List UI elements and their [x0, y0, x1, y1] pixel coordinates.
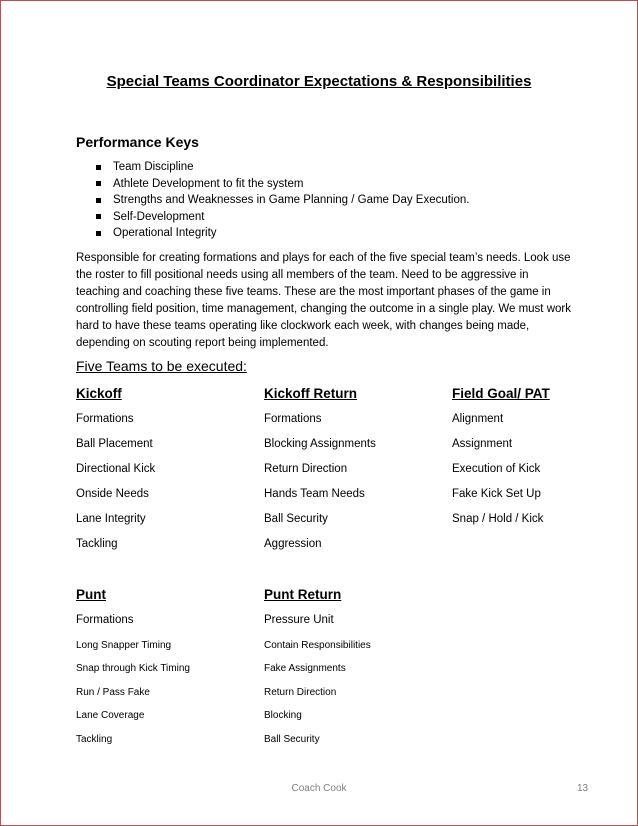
punt-return-item: Ball Security: [264, 734, 320, 745]
performance-keys-list: [96, 159, 469, 242]
kickoff-return-item: Return Direction: [264, 463, 348, 475]
kickoff-return-item: Hands Team Needs: [264, 488, 365, 500]
kickoff-item: Ball Placement: [76, 438, 153, 450]
field-goal-item: Fake Kick Set Up: [452, 488, 541, 500]
punt-return-heading: Punt Return: [264, 587, 342, 602]
kickoff-return-item: Formations: [264, 413, 322, 425]
list-item: Team Discipline: [96, 159, 469, 176]
field-goal-item: Alignment: [452, 413, 504, 425]
punt-item: Tackling: [76, 734, 113, 745]
punt-return-item: Pressure Unit: [264, 614, 334, 626]
field-goal-item: Assignment: [452, 438, 513, 450]
field-goal-item: Execution of Kick: [452, 463, 541, 475]
performance-keys-heading: Performance Keys: [76, 134, 199, 150]
punt-return-item: Return Direction: [264, 687, 337, 698]
kickoff-return-item: Ball Security: [264, 513, 328, 525]
field-goal-heading: Field Goal/ PAT: [452, 386, 550, 401]
footer-author: Coach Cook: [291, 783, 347, 794]
punt-item: Snap through Kick Timing: [76, 663, 190, 674]
responsibility-paragraph: Responsible for creating formations and plays for each of the five special team’s needs. Look use the roster to fill positional needs using all members of the team. Need to be aggressive in teaching and coaching these five teams. These are the most important phases of the game in controlling field position, time management, changing the outcome in a single play. We must work hard to have these teams operating like clockwork each week, with changes being made, depending on scouting report being implemented.: [76, 252, 571, 349]
list-item: Self-Development: [96, 209, 469, 226]
bullet-icon: [96, 165, 101, 170]
five-teams-heading: Five Teams to be executed:: [76, 358, 247, 374]
bullet-icon: [96, 198, 101, 203]
field-goal-item: Snap / Hold / Kick: [452, 513, 544, 525]
kickoff-item: Formations: [76, 413, 134, 425]
kickoff-item: Directional Kick: [76, 463, 156, 475]
punt-return-item: Contain Responsibilities: [264, 640, 371, 651]
kickoff-item: Onside Needs: [76, 488, 149, 500]
punt-item: Long Snapper Timing: [76, 640, 172, 651]
punt-item: Formations: [76, 614, 134, 626]
kickoff-return-item: Aggression: [264, 538, 322, 550]
list-item: Operational Integrity: [96, 225, 469, 242]
kickoff-return-heading: Kickoff Return: [264, 386, 358, 401]
bullet-icon: [96, 181, 101, 186]
punt-item: Lane Coverage: [76, 710, 145, 721]
page-title: Special Teams Coordinator Expectations & Responsibilities: [106, 73, 532, 90]
footer-page-number: 13: [577, 783, 589, 794]
kickoff-item: Lane Integrity: [76, 513, 146, 525]
kickoff-heading: Kickoff: [76, 386, 122, 401]
list-item: Strengths and Weaknesses in Game Planning / Game Day Execution.: [96, 192, 469, 209]
punt-return-item: Fake Assignments: [264, 663, 346, 674]
punt-item: Run / Pass Fake: [76, 687, 150, 698]
bullet-icon: [96, 214, 101, 219]
kickoff-item: Tackling: [76, 538, 118, 550]
punt-heading: Punt: [76, 587, 106, 602]
kickoff-return-item: Blocking Assignments: [264, 438, 376, 450]
punt-return-item: Blocking: [264, 710, 302, 721]
list-item: Athlete Development to fit the system: [96, 176, 469, 193]
bullet-icon: [96, 231, 101, 236]
